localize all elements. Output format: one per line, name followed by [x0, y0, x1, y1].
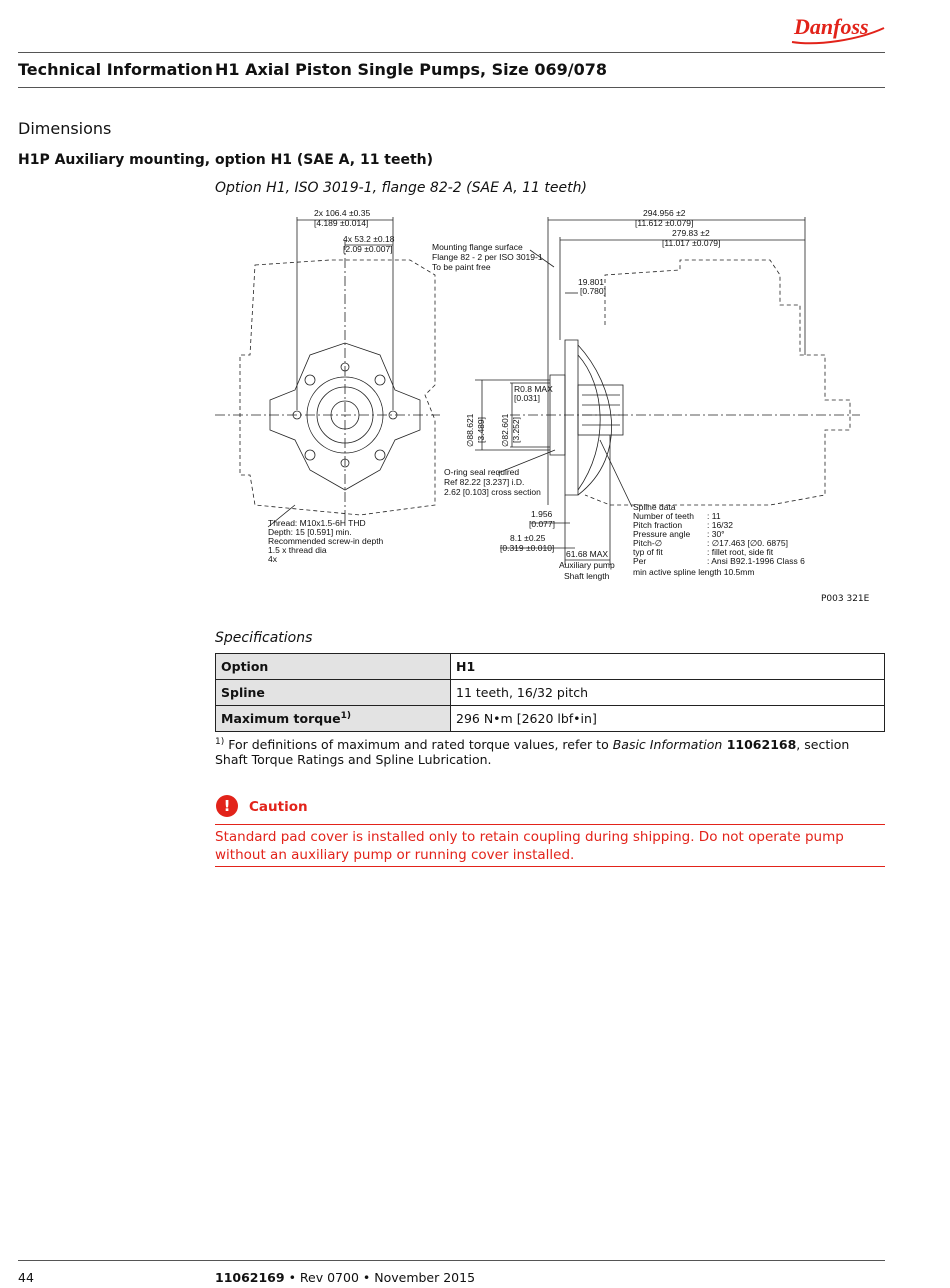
footnote-doc-name: Basic Information	[612, 737, 723, 753]
specifications-table	[215, 653, 885, 732]
thread-note-1: Thread: M10x1.5-6H THD	[268, 518, 366, 528]
spline-value: : Ansi B92.1-1996 Class 6	[707, 556, 805, 566]
spec-label: Spline	[216, 680, 451, 706]
header-doc-title: H1 Axial Piston Single Pumps, Size 069/078	[215, 60, 608, 79]
thread-note-3: Recommended screw-in depth	[268, 536, 384, 546]
dimension-drawing	[210, 205, 875, 605]
spec-value: 11 teeth, 16/32 pitch	[451, 680, 885, 706]
spline-key: Number of teeth	[633, 511, 694, 521]
oring-note-2: Ref 82.22 [3.237] i.D.	[444, 477, 525, 487]
dim-1-956-in: [0.077]	[529, 519, 555, 529]
caution-bottom-rule	[215, 866, 885, 867]
table-row	[216, 680, 885, 706]
spline-key: Pitch fraction	[633, 520, 683, 530]
header-top-rule	[18, 52, 885, 53]
dia-82-601-in: [3.252]	[511, 417, 521, 443]
specifications-caption: Specifications	[215, 630, 313, 646]
figure-code: P003 321E	[821, 594, 870, 604]
aux-pump-note-1: Auxiliary pump	[559, 560, 615, 570]
spline-key: Per	[633, 556, 647, 566]
footer-doc-number: 11062169	[215, 1270, 285, 1285]
radius-note-in: [0.031]	[514, 393, 540, 403]
dim-19-801: 19.801	[578, 277, 604, 287]
header-bottom-rule	[18, 87, 885, 88]
dim-279-83-in: [11.017 ±0.079]	[662, 238, 721, 248]
footnote-mark: 1)	[215, 737, 225, 747]
figure-caption: Option H1, ISO 3019-1, flange 82-2 (SAE A, 11 teeth)	[215, 180, 587, 196]
thread-note-4: 1.5 x thread dia	[268, 545, 327, 555]
spline-data-title: Spline data	[633, 502, 676, 512]
radius-note: R0.8 MAX	[514, 384, 553, 394]
subsection-title: H1P Auxiliary mounting, option H1 (SAE A, 11 teeth)	[18, 152, 434, 168]
spline-key: Pitch-∅	[633, 538, 663, 548]
dim-294-956: 294.956 ±2	[643, 208, 686, 218]
footer-doc-ref	[215, 1270, 475, 1285]
side-flange	[565, 340, 578, 495]
dim-61-68: 61.68 MAX	[566, 549, 609, 559]
footnote	[215, 735, 885, 767]
spline-value: : fillet root, side fit	[707, 547, 774, 557]
caution-title: Caution	[249, 799, 308, 815]
page-number: 44	[18, 1270, 34, 1285]
thread-note-2: Depth: 15 [0.591] min.	[268, 527, 352, 537]
footer-rule	[18, 1260, 885, 1261]
spline-value: : ∅17.463 [∅0. 6875]	[707, 538, 788, 548]
header-doc-type: Technical Information	[18, 60, 213, 79]
footnote-text-pre: For definitions of maximum and rated torque values, refer to	[224, 737, 613, 753]
dim-106-4: 2x 106.4 ±0.35	[314, 208, 371, 218]
dim-53-2-in: [2.09 ±0.007]	[343, 244, 393, 254]
footnote-text-post: , section Shaft Torque Ratings and Spline Lubrication.	[215, 737, 850, 768]
spline-key: Pressure angle	[633, 529, 691, 539]
footnote-ref: 1)	[340, 710, 351, 721]
section-title: Dimensions	[18, 119, 112, 138]
dim-279-83: 279.83 ±2	[672, 228, 710, 238]
footer-rev-date: • Rev 0700 • November 2015	[284, 1270, 476, 1285]
spline-value: : 16/32	[707, 520, 733, 530]
dim-8-1-in: [0.319 ±0.010]	[500, 543, 555, 553]
spec-label: Maximum torque	[221, 711, 341, 727]
spline-data-table	[633, 511, 805, 566]
dim-53-2: 4x 53.2 ±0.18	[343, 234, 395, 244]
spline-key: typ of fit	[633, 547, 663, 557]
dim-294-956-in: [11.612 ±0.079]	[635, 218, 694, 228]
spec-label: Option	[216, 654, 451, 680]
spec-value: H1	[451, 654, 885, 680]
caution-icon: !	[216, 795, 238, 817]
dia-88-621: ∅88.621	[465, 413, 475, 447]
oring-note-3: 2.62 [0.103] cross section	[444, 487, 541, 497]
mounting-flange-note-2: Flange 82 - 2 per ISO 3019-1	[432, 252, 543, 262]
spec-value: 296 N•m [2620 lbf•in]	[451, 706, 885, 732]
mounting-flange-note-1: Mounting flange surface	[432, 242, 523, 252]
spline-value: : 30°	[707, 529, 725, 539]
dia-82-601: ∅82.601	[500, 413, 510, 447]
dim-106-4-in: [4.189 ±0.014]	[314, 218, 369, 228]
caution-top-rule	[215, 824, 885, 825]
spec-label-cell	[216, 706, 451, 732]
table-row	[216, 706, 885, 732]
spline-value: : 11	[707, 511, 721, 521]
mounting-flange-note-3: To be paint free	[432, 262, 491, 272]
dim-8-1: 8.1 ±0.25	[510, 533, 546, 543]
logo-text: Danfoss	[794, 14, 869, 39]
thread-note-5: 4x	[268, 554, 277, 564]
aux-pump-note-2: Shaft length	[564, 571, 610, 581]
danfoss-logo	[788, 6, 888, 46]
table-row	[216, 654, 885, 680]
caution-text: Standard pad cover is installed only to retain coupling during shipping. Do not operate pump without an auxiliary pump or running cover installed.	[215, 829, 844, 863]
dia-88-621-in: [3.489]	[476, 417, 486, 443]
spline-note: min active spline length 10.5mm	[633, 567, 755, 577]
dim-19-801-in: [0.780]	[580, 286, 606, 296]
oring-note-1: O-ring seal required	[444, 467, 520, 477]
footnote-doc-number: 11062168	[722, 737, 797, 753]
dim-1-956: 1.956	[531, 509, 553, 519]
